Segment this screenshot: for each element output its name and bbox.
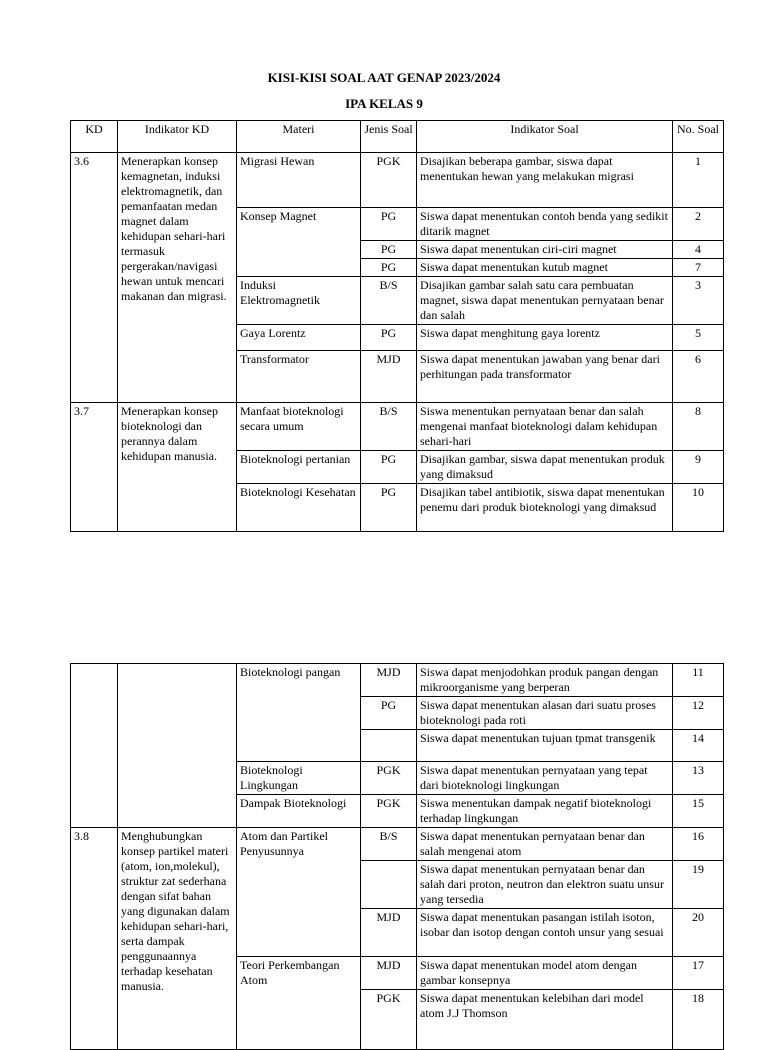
- indikator-soal-cell: Siswa dapat menjodohkan produk pangan dengan mikroorganisme yang berperan: [417, 664, 673, 697]
- jenis-cell: B/S: [361, 828, 417, 861]
- no-soal-cell: 13: [673, 762, 724, 795]
- jenis-cell: PGK: [361, 762, 417, 795]
- no-soal-cell: 19: [673, 861, 724, 909]
- jenis-cell: PG: [361, 451, 417, 484]
- no-soal-cell: 4: [673, 241, 724, 259]
- jenis-cell: PG: [361, 208, 417, 241]
- no-soal-cell: 17: [673, 957, 724, 990]
- jenis-cell: MJD: [361, 664, 417, 697]
- indikator-soal-cell: Disajikan gambar, siswa dapat menentukan produk yang dimaksud: [417, 451, 673, 484]
- jenis-cell: MJD: [361, 957, 417, 990]
- jenis-cell: PGK: [361, 795, 417, 828]
- header-indikator-soal: Indikator Soal: [417, 121, 673, 153]
- indikator-soal-cell: Disajikan beberapa gambar, siswa dapat menentukan hewan yang melakukan migrasi: [417, 153, 673, 208]
- jenis-cell: MJD: [361, 351, 417, 403]
- header-no-soal: No. Soal: [673, 121, 724, 153]
- indikator-soal-cell: Siswa dapat menentukan alasan dari suatu proses bioteknologi pada roti: [417, 697, 673, 730]
- indikator-soal-cell: Siswa dapat menentukan kutub magnet: [417, 259, 673, 277]
- materi-cell: Migrasi Hewan: [237, 153, 361, 208]
- materi-cell: Gaya Lorentz: [237, 325, 361, 351]
- table-row: [71, 403, 724, 451]
- indikator-soal-cell: Siswa dapat menentukan jawaban yang benar dari perhitungan pada transformator: [417, 351, 673, 403]
- indikator-kd-cell: Menghubungkan konsep partikel materi (atom, ion,molekul), struktur zat sederhana dengan sifat bahan yang digunakan dalam kehidupan sehari-hari, serta dampak penggunaannya terhadap kesehatan manusia.: [118, 828, 237, 1050]
- table-row: [71, 828, 724, 861]
- no-soal-cell: 16: [673, 828, 724, 861]
- jenis-cell: PG: [361, 241, 417, 259]
- jenis-cell: PG: [361, 697, 417, 730]
- kd-cell: 3.7: [71, 403, 118, 532]
- no-soal-cell: 6: [673, 351, 724, 403]
- indikator-soal-cell: Siswa menentukan pernyataan benar dan salah mengenai manfaat bioteknologi dalam kehidupan sehari-hari: [417, 403, 673, 451]
- indikator-soal-cell: Siswa dapat menentukan kelebihan dari model atom J.J Thomson: [417, 990, 673, 1050]
- jenis-cell: [361, 861, 417, 909]
- header-indikator-kd: Indikator KD: [118, 121, 237, 153]
- no-soal-cell: 20: [673, 909, 724, 957]
- document-title: KISI-KISI SOAL AAT GENAP 2023/2024: [267, 70, 501, 85]
- indikator-soal-cell: Siswa dapat menentukan pernyataan yang tepat dari bioteknologi lingkungan: [417, 762, 673, 795]
- indikator-soal-cell: Siswa dapat menentukan pasangan istilah isoton, isobar dan isotop dengan contoh unsur yang sesuai: [417, 909, 673, 957]
- materi-cell: Induksi Elektromagnetik: [237, 277, 361, 325]
- materi-cell: Bioteknologi Lingkungan: [237, 762, 361, 795]
- jenis-cell: PG: [361, 325, 417, 351]
- document-subtitle: IPA KELAS 9: [345, 96, 423, 111]
- kisi-kisi-table-page-1: [70, 120, 724, 532]
- indikator-soal-cell: Siswa dapat menentukan pernyataan benar dan salah mengenai atom: [417, 828, 673, 861]
- materi-cell: Bioteknologi pangan: [237, 664, 361, 762]
- materi-cell: Transformator: [237, 351, 361, 403]
- materi-cell: Dampak Bioteknologi: [237, 795, 361, 828]
- no-soal-cell: 3: [673, 277, 724, 325]
- indikator-soal-cell: Siswa dapat menentukan tujuan tpmat transgenik: [417, 730, 673, 762]
- materi-cell: Teori Perkembangan Atom: [237, 957, 361, 1050]
- table-header-row: [71, 121, 724, 153]
- materi-cell: Manfaat bioteknologi secara umum: [237, 403, 361, 451]
- materi-cell: Atom dan Partikel Penyusunnya: [237, 828, 361, 957]
- kd-cell: [71, 664, 118, 828]
- indikator-soal-cell: Siswa dapat menentukan pernyataan benar dan salah dari proton, neutron dan elektron suatu unsur yang tersedia: [417, 861, 673, 909]
- kd-cell: 3.8: [71, 828, 118, 1050]
- indikator-kd-cell: [118, 664, 237, 828]
- no-soal-cell: 12: [673, 697, 724, 730]
- indikator-soal-cell: Siswa dapat menghitung gaya lorentz: [417, 325, 673, 351]
- header-jenis-soal: Jenis Soal: [361, 121, 417, 153]
- table-row: [71, 153, 724, 208]
- jenis-cell: B/S: [361, 403, 417, 451]
- jenis-cell: [361, 730, 417, 762]
- jenis-cell: PGK: [361, 153, 417, 208]
- indikator-soal-cell: Disajikan tabel antibiotik, siswa dapat menentukan penemu dari produk bioteknologi yang dimaksud: [417, 484, 673, 532]
- jenis-cell: PG: [361, 484, 417, 532]
- no-soal-cell: 10: [673, 484, 724, 532]
- header-materi: Materi: [237, 121, 361, 153]
- no-soal-cell: 7: [673, 259, 724, 277]
- jenis-cell: PGK: [361, 990, 417, 1050]
- no-soal-cell: 1: [673, 153, 724, 208]
- indikator-soal-cell: Siswa dapat menentukan contoh benda yang sedikit ditarik magnet: [417, 208, 673, 241]
- jenis-cell: PG: [361, 259, 417, 277]
- materi-cell: Bioteknologi pertanian: [237, 451, 361, 484]
- materi-cell: Bioteknologi Kesehatan: [237, 484, 361, 532]
- indikator-kd-cell: Menerapkan konsep bioteknologi dan perannya dalam kehidupan manusia.: [118, 403, 237, 532]
- indikator-soal-cell: Siswa menentukan dampak negatif bioteknologi terhadap lingkungan: [417, 795, 673, 828]
- kd-cell: 3.6: [71, 153, 118, 403]
- no-soal-cell: 9: [673, 451, 724, 484]
- table-row: [71, 664, 724, 697]
- materi-cell: Konsep Magnet: [237, 208, 361, 277]
- no-soal-cell: 8: [673, 403, 724, 451]
- no-soal-cell: 14: [673, 730, 724, 762]
- indikator-soal-cell: Siswa dapat menentukan model atom dengan gambar konsepnya: [417, 957, 673, 990]
- no-soal-cell: 18: [673, 990, 724, 1050]
- kisi-kisi-table-page-2: [70, 663, 724, 1050]
- jenis-cell: MJD: [361, 909, 417, 957]
- no-soal-cell: 5: [673, 325, 724, 351]
- no-soal-cell: 15: [673, 795, 724, 828]
- indikator-soal-cell: Siswa dapat menentukan ciri-ciri magnet: [417, 241, 673, 259]
- no-soal-cell: 2: [673, 208, 724, 241]
- indikator-soal-cell: Disajikan gambar salah satu cara pembuatan magnet, siswa dapat menentukan pernyataan benar dan salah: [417, 277, 673, 325]
- indikator-kd-cell: Menerapkan konsep kemagnetan, induksi elektromagnetik, dan pemanfaatan medan magnet dalam kehidupan sehari-hari termasuk pergerakan/navigasi hewan untuk mencari makanan dan migrasi.: [118, 153, 237, 403]
- header-kd: KD: [71, 121, 118, 153]
- no-soal-cell: 11: [673, 664, 724, 697]
- jenis-cell: B/S: [361, 277, 417, 325]
